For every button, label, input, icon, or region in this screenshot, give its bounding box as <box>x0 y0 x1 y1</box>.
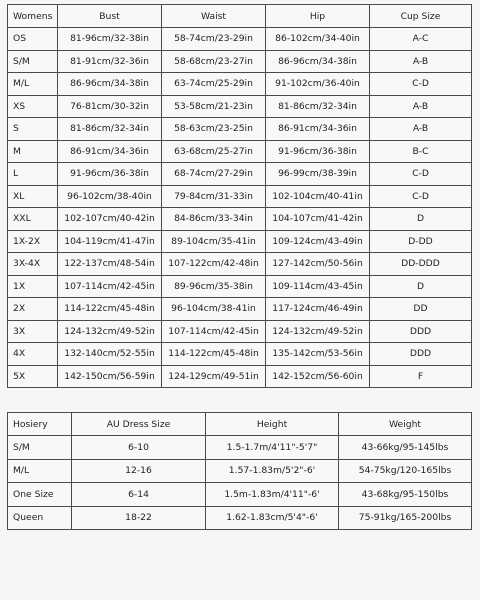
table-row <box>8 436 472 460</box>
table-row <box>8 50 472 73</box>
dress-size-cell: 6-10 <box>72 436 206 460</box>
size-label: XL <box>8 185 58 208</box>
hip-cell: 91-102cm/36-40in <box>266 73 370 96</box>
bust-cell: 122-137cm/48-54in <box>58 253 162 276</box>
dress-size-cell: 6-14 <box>72 483 206 507</box>
table-row <box>8 230 472 253</box>
bust-cell: 96-102cm/38-40in <box>58 185 162 208</box>
waist-cell: 58-74cm/23-29in <box>162 28 266 51</box>
hip-cell: 135-142cm/53-56in <box>266 343 370 366</box>
size-label: S <box>8 118 58 141</box>
weight-cell: 54-75kg/120-165lbs <box>339 459 472 483</box>
waist-cell: 84-86cm/33-34in <box>162 208 266 231</box>
table-row <box>8 459 472 483</box>
hosiery-size-label: M/L <box>8 459 72 483</box>
table-row <box>8 140 472 163</box>
hip-cell: 109-124cm/43-49in <box>266 230 370 253</box>
bust-cell: 81-96cm/32-38in <box>58 28 162 51</box>
table-row <box>8 506 472 530</box>
cup-size-cell: DDD <box>370 320 472 343</box>
bust-cell: 132-140cm/52-55in <box>58 343 162 366</box>
size-label: S/M <box>8 50 58 73</box>
size-label: 1X-2X <box>8 230 58 253</box>
waist-cell: 63-74cm/25-29in <box>162 73 266 96</box>
cup-size-cell: C-D <box>370 73 472 96</box>
table-row <box>8 365 472 388</box>
height-cell: 1.5m-1.83m/4'11"-6' <box>206 483 339 507</box>
bust-cell: 86-96cm/34-38in <box>58 73 162 96</box>
table-row <box>8 320 472 343</box>
waist-cell: 53-58cm/21-23in <box>162 95 266 118</box>
waist-cell: 68-74cm/27-29in <box>162 163 266 186</box>
hip-cell: 142-152cm/56-60in <box>266 365 370 388</box>
hip-cell: 86-91cm/34-36in <box>266 118 370 141</box>
weight-cell: 43-66kg/95-145lbs <box>339 436 472 460</box>
hip-cell: 96-99cm/38-39in <box>266 163 370 186</box>
hip-cell: 86-96cm/34-38in <box>266 50 370 73</box>
hip-cell: 86-102cm/34-40in <box>266 28 370 51</box>
waist-cell: 124-129cm/49-51in <box>162 365 266 388</box>
hip-cell: 117-124cm/46-49in <box>266 298 370 321</box>
size-label: 3X <box>8 320 58 343</box>
size-label: 3X-4X <box>8 253 58 276</box>
header-cup-size: Cup Size <box>370 5 472 28</box>
cup-size-cell: A-B <box>370 118 472 141</box>
size-label: 5X <box>8 365 58 388</box>
hip-cell: 124-132cm/49-52in <box>266 320 370 343</box>
size-label: 4X <box>8 343 58 366</box>
height-cell: 1.57-1.83m/5'2"-6' <box>206 459 339 483</box>
size-chart-header-row <box>8 5 472 28</box>
cup-size-cell: A-B <box>370 50 472 73</box>
cup-size-cell: A-C <box>370 28 472 51</box>
womens-size-chart <box>7 4 472 388</box>
cup-size-cell: A-B <box>370 95 472 118</box>
size-label: OS <box>8 28 58 51</box>
bust-cell: 104-119cm/41-47in <box>58 230 162 253</box>
bust-cell: 86-91cm/34-36in <box>58 140 162 163</box>
hip-cell: 102-104cm/40-41in <box>266 185 370 208</box>
table-row <box>8 275 472 298</box>
size-label: XS <box>8 95 58 118</box>
bust-cell: 124-132cm/49-52in <box>58 320 162 343</box>
hip-cell: 127-142cm/50-56in <box>266 253 370 276</box>
waist-cell: 89-104cm/35-41in <box>162 230 266 253</box>
hosiery-size-label: One Size <box>8 483 72 507</box>
cup-size-cell: B-C <box>370 140 472 163</box>
size-label: XXL <box>8 208 58 231</box>
header-womens: Womens <box>8 5 58 28</box>
hosiery-header-row <box>8 413 472 436</box>
waist-cell: 96-104cm/38-41in <box>162 298 266 321</box>
bust-cell: 107-114cm/42-45in <box>58 275 162 298</box>
waist-cell: 107-114cm/42-45in <box>162 320 266 343</box>
bust-cell: 76-81cm/30-32in <box>58 95 162 118</box>
bust-cell: 102-107cm/40-42in <box>58 208 162 231</box>
height-cell: 1.62-1.83cm/5'4"-6' <box>206 506 339 530</box>
header-hip: Hip <box>266 5 370 28</box>
weight-cell: 75-91kg/165-200lbs <box>339 506 472 530</box>
dress-size-cell: 18-22 <box>72 506 206 530</box>
hip-cell: 104-107cm/41-42in <box>266 208 370 231</box>
waist-cell: 107-122cm/42-48in <box>162 253 266 276</box>
hosiery-size-chart <box>7 412 472 530</box>
header-height: Height <box>206 413 339 436</box>
cup-size-cell: C-D <box>370 163 472 186</box>
size-label: 1X <box>8 275 58 298</box>
cup-size-cell: D <box>370 275 472 298</box>
cup-size-cell: F <box>370 365 472 388</box>
bust-cell: 142-150cm/56-59in <box>58 365 162 388</box>
table-row <box>8 208 472 231</box>
bust-cell: 114-122cm/45-48in <box>58 298 162 321</box>
hip-cell: 81-86cm/32-34in <box>266 95 370 118</box>
waist-cell: 79-84cm/31-33in <box>162 185 266 208</box>
size-label: M/L <box>8 73 58 96</box>
waist-cell: 58-68cm/23-27in <box>162 50 266 73</box>
size-label: L <box>8 163 58 186</box>
dress-size-cell: 12-16 <box>72 459 206 483</box>
hosiery-size-label: Queen <box>8 506 72 530</box>
waist-cell: 114-122cm/45-48in <box>162 343 266 366</box>
waist-cell: 58-63cm/23-25in <box>162 118 266 141</box>
bust-cell: 91-96cm/36-38in <box>58 163 162 186</box>
table-row <box>8 95 472 118</box>
table-row <box>8 343 472 366</box>
header-weight: Weight <box>339 413 472 436</box>
cup-size-cell: DD-DDD <box>370 253 472 276</box>
cup-size-cell: D-DD <box>370 230 472 253</box>
hip-cell: 109-114cm/43-45in <box>266 275 370 298</box>
header-au-dress-size: AU Dress Size <box>72 413 206 436</box>
height-cell: 1.5-1.7m/4'11"-5'7" <box>206 436 339 460</box>
table-row <box>8 28 472 51</box>
bust-cell: 81-91cm/32-36in <box>58 50 162 73</box>
cup-size-cell: DDD <box>370 343 472 366</box>
table-row <box>8 73 472 96</box>
header-bust: Bust <box>58 5 162 28</box>
header-waist: Waist <box>162 5 266 28</box>
hosiery-size-label: S/M <box>8 436 72 460</box>
table-row <box>8 185 472 208</box>
weight-cell: 43-68kg/95-150lbs <box>339 483 472 507</box>
table-row <box>8 298 472 321</box>
size-label: M <box>8 140 58 163</box>
cup-size-cell: DD <box>370 298 472 321</box>
waist-cell: 89-96cm/35-38in <box>162 275 266 298</box>
table-row <box>8 253 472 276</box>
waist-cell: 63-68cm/25-27in <box>162 140 266 163</box>
size-label: 2X <box>8 298 58 321</box>
cup-size-cell: D <box>370 208 472 231</box>
header-hosiery: Hosiery <box>8 413 72 436</box>
table-row <box>8 163 472 186</box>
table-row <box>8 483 472 507</box>
bust-cell: 81-86cm/32-34in <box>58 118 162 141</box>
table-row <box>8 118 472 141</box>
hip-cell: 91-96cm/36-38in <box>266 140 370 163</box>
cup-size-cell: C-D <box>370 185 472 208</box>
